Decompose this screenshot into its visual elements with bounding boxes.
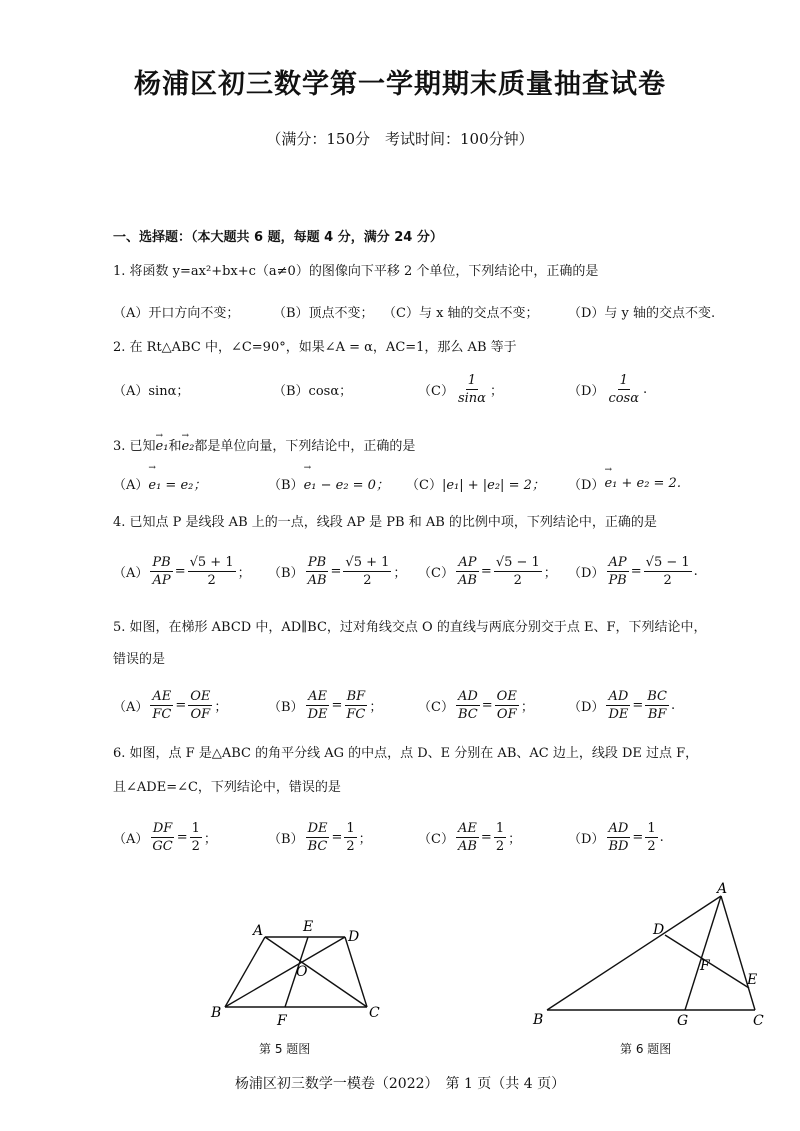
q3-option-b: （B） → e₁ − e₂ = 0； <box>268 474 389 493</box>
fig6-label-c: C <box>753 1013 764 1028</box>
fig6-label-e: E <box>747 972 758 988</box>
q6-option-a: （A） $\frac{DF}{GC}$ = $\frac{1}{2}$ ； <box>113 821 217 854</box>
q3-option-a: （A） → e₁ = e₂； <box>113 474 206 493</box>
fig5-label-f: F <box>277 1013 287 1029</box>
figure-6-caption: 第 6 题图 <box>620 1042 672 1056</box>
fig6-label-b: B <box>533 1012 544 1028</box>
question-6-stem-line2: 且∠ADE=∠C，下列结论中，错误的是 <box>113 780 341 795</box>
fig6-label-f: F <box>700 958 710 974</box>
q4-option-a: （A） $\frac{PB}{AP}$ = $\frac{√5 + 1}{2}$ ； <box>113 555 251 588</box>
q2-option-d: （D） $\frac{1}{\cos\alpha}$ . <box>568 373 648 406</box>
question-3-stem: 3. 已知→ e₁和→ e₂都是单位向量，下列结论中，正确的是 <box>113 437 788 457</box>
q6-option-c: （C） $\frac{AE}{AB}$ = $\frac{1}{2}$ ； <box>418 821 522 854</box>
q4-option-d: （D） $\frac{AP}{PB}$ = $\frac{√5 - 1}{2}$ . <box>568 555 698 588</box>
page-title: 杨浦区初三数学第一学期期末质量抽查试卷 <box>134 69 666 100</box>
figure-6-triangle <box>525 878 775 1028</box>
q2-option-c: （C） $\frac{1}{\sin\alpha}$ ； <box>418 373 503 406</box>
figure-5-trapezoid <box>205 915 390 1030</box>
q5-option-d: （D） $\frac{AD}{DE}$ = $\frac{BC}{BF}$ . <box>568 689 676 722</box>
question-5-stem-line2: 错误的是 <box>113 652 166 667</box>
question-6-stem-line1: 6. 如图，点 F 是△ABC 的角平分线 AG 的中点，点 D、E 分别在 AB、AC 边上，线段 DE 过点 F， <box>113 746 699 761</box>
question-5-stem-line1: 5. 如图，在梯形 ABCD 中，AD∥BC，过对角线交点 O 的直线与两底分别交于点 E、F，下列结论中， <box>113 620 707 635</box>
q4-option-b: （B） $\frac{PB}{AB}$ = $\frac{√5 + 1}{2}$ ； <box>268 555 407 588</box>
q4-option-c: （C） $\frac{AP}{AB}$ = $\frac{√5 - 1}{2}$ ； <box>418 555 557 588</box>
fig5-label-b: B <box>211 1005 222 1021</box>
q6-option-b: （B） $\frac{DE}{BC}$ = $\frac{1}{2}$ ； <box>268 821 372 854</box>
q2-option-b: （B）cosα； <box>273 384 353 399</box>
q1-option-b: （B）顶点不变； <box>273 306 374 321</box>
q3-option-d: （D） → e₁ + e₂ = 2. <box>568 474 681 493</box>
page-subtitle: （满分：150分 考试时间：100分钟） <box>266 130 534 148</box>
question-4-stem: 4. 已知点 P 是线段 AB 上的一点，线段 AP 是 PB 和 AB 的比例中项，下列结论中，正确的是 <box>113 515 657 530</box>
q1-option-c: （C）与 x 轴的交点不变； <box>383 306 539 321</box>
question-2-stem: 2. 在 Rt△ABC 中，∠C=90°，如果∠A = α，AC=1，那么 AB 等于 <box>113 340 517 355</box>
fig6-label-g: G <box>677 1013 689 1028</box>
q5-option-b: （B） $\frac{AE}{DE}$ = $\frac{BF}{FC}$ ； <box>268 689 383 722</box>
figure-5-caption: 第 5 题图 <box>259 1042 311 1056</box>
fig6-label-a: A <box>717 881 728 897</box>
page-footer: 杨浦区初三数学一模卷（2022） 第 1 页（共 4 页） <box>234 1076 566 1092</box>
q5-option-c: （C） $\frac{AD}{BC}$ = $\frac{OE}{OF}$ ； <box>418 689 534 722</box>
q1-option-a: （A）开口方向不变； <box>113 306 240 321</box>
q5-option-a: （A） $\frac{AE}{FC}$ = $\frac{OE}{OF}$ ； <box>113 689 228 722</box>
q3-option-c: （C） |e₁| + |e₂| = 2； <box>406 478 545 493</box>
q2-option-a: （A）sinα； <box>113 384 190 399</box>
fig5-label-c: C <box>369 1005 380 1021</box>
section-heading: 一、选择题：（本大题共 6 题，每题 4 分，满分 24 分） <box>113 230 443 245</box>
q6-option-d: （D） $\frac{AD}{BD}$ = $\frac{1}{2}$ . <box>568 821 664 854</box>
fig5-label-e: E <box>303 919 314 935</box>
question-2-options <box>113 372 793 412</box>
q1-option-d: （D）与 y 轴的交点不变. <box>568 306 716 321</box>
fig5-label-a: A <box>253 923 264 939</box>
fig5-label-o: O <box>296 964 308 980</box>
fig5-label-d: D <box>348 929 360 945</box>
question-1-stem: 1. 将函数 y=ax²+bx+c（a≠0）的图像向下平移 2 个单位，下列结论中，正确的是 <box>113 264 599 279</box>
fig6-label-d: D <box>653 922 665 938</box>
